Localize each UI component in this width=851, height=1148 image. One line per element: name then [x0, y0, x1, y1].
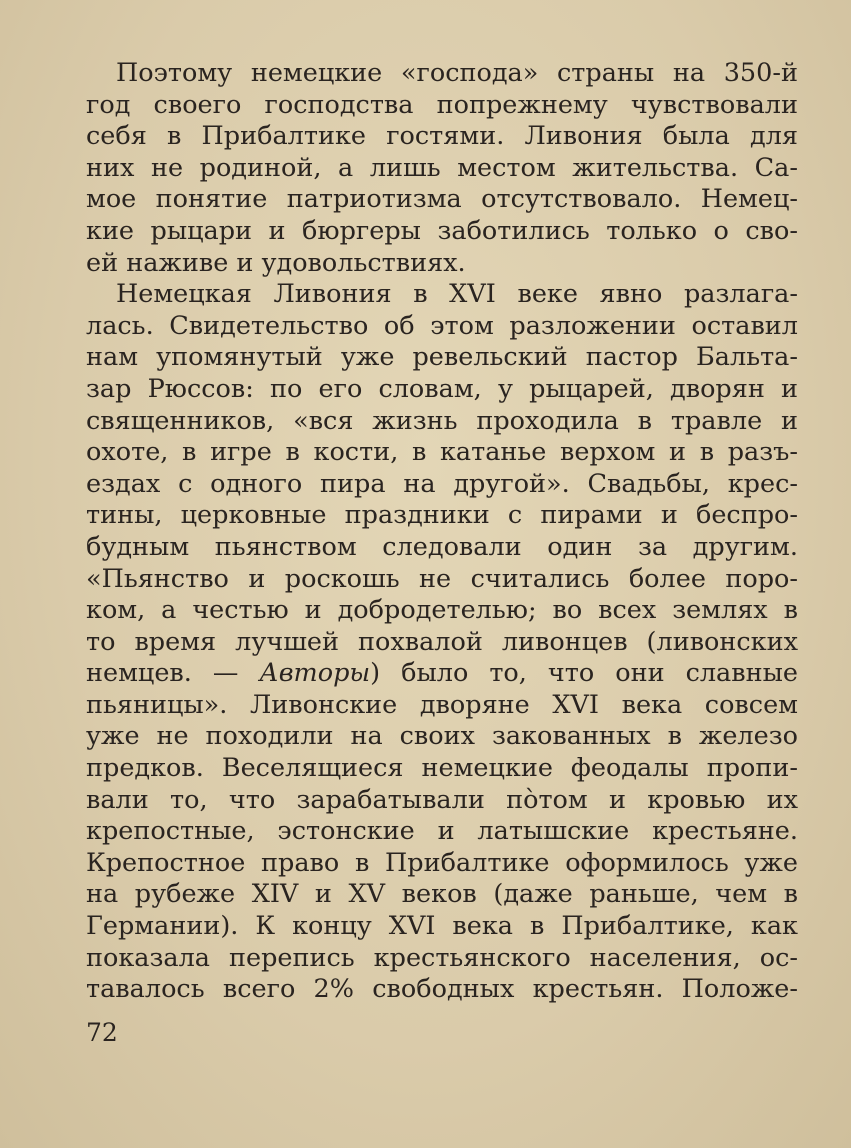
text-line: то время лучшей похвалой ливонцев (ливонских — [86, 626, 798, 657]
text-line: показала перепись крестьянского населения, ос- — [86, 942, 798, 973]
text-line: себя в Прибалтике гостями. Ливония была для — [86, 121, 798, 152]
text-line: Германии). К концу XVI века в Прибалтике, как — [86, 911, 798, 942]
text-line: уже не походили на своих закованных в железо — [86, 721, 798, 752]
text-line: пьяницы». Ливонские дворяне XVI века совсем — [86, 689, 798, 720]
text-line: них не родиной, а лишь местом жительства. Са- — [86, 152, 798, 183]
text-line: предков. Веселящиеся немецкие феодалы пропи- — [86, 753, 798, 784]
text-line: ей наживе и удовольствиях. — [86, 247, 466, 278]
text-line: вали то, что зарабатывали пòтом и кровью их — [86, 784, 798, 815]
text-line: Крепостное право в Прибалтике оформилось уже — [86, 847, 798, 878]
text-line: «Пьянство и роскошь не считались более поро- — [86, 563, 798, 594]
text-line: тины, церковные праздники с пирами и беспро- — [86, 500, 798, 531]
paragraph-2 — [86, 279, 798, 1006]
text-line: лась. Свидетельство об этом разложении оставил — [86, 310, 798, 341]
paragraph-1 — [86, 58, 798, 279]
text-line: кие рыцари и бюргеры заботились только о сво- — [86, 215, 798, 246]
text-line: ездах с одного пира на другой». Свадьбы, крес- — [86, 468, 798, 499]
text-line: год своего господства попрежнему чувствовали — [86, 89, 798, 120]
text-line: мое понятие патриотизма отсутствовало. Немец- — [86, 184, 798, 215]
text-line: тавалось всего 2% свободных крестьян. Положе- — [86, 974, 798, 1005]
text-line: Немецкая Ливония в XVI веке явно разлага- — [116, 279, 798, 310]
text-line: охоте, в игре в кости, в катанье верхом и в разъ- — [86, 437, 798, 468]
text-line: священников, «вся жизнь проходила в травле и — [86, 405, 798, 436]
author-line-before: немцев. — — [86, 658, 260, 689]
text-line: ком, а честью и добродетелью; во всех землях в — [86, 595, 798, 626]
text-line: крепостные, эстонские и латышские крестьяне. — [86, 816, 798, 847]
text-line: зар Рюссов: по его словам, у рыцарей, дворян и — [86, 373, 798, 404]
author-note-italic: Авторы — [259, 658, 371, 689]
text-line: нам упомянутый уже ревельский пастор Бальта- — [86, 342, 798, 373]
body-text — [86, 58, 798, 1006]
text-line: Поэтому немецкие «господа» страны на 350-й — [116, 58, 798, 88]
author-line-after: ) было то, что они славные — [370, 658, 798, 689]
text-line: на рубеже XIV и XV веков (даже раньше, чем в — [86, 879, 798, 910]
text-line: будным пьянством следовали один за другим. — [86, 531, 798, 562]
text-line-author-note — [86, 658, 798, 690]
page-number: 72 — [86, 1018, 118, 1047]
